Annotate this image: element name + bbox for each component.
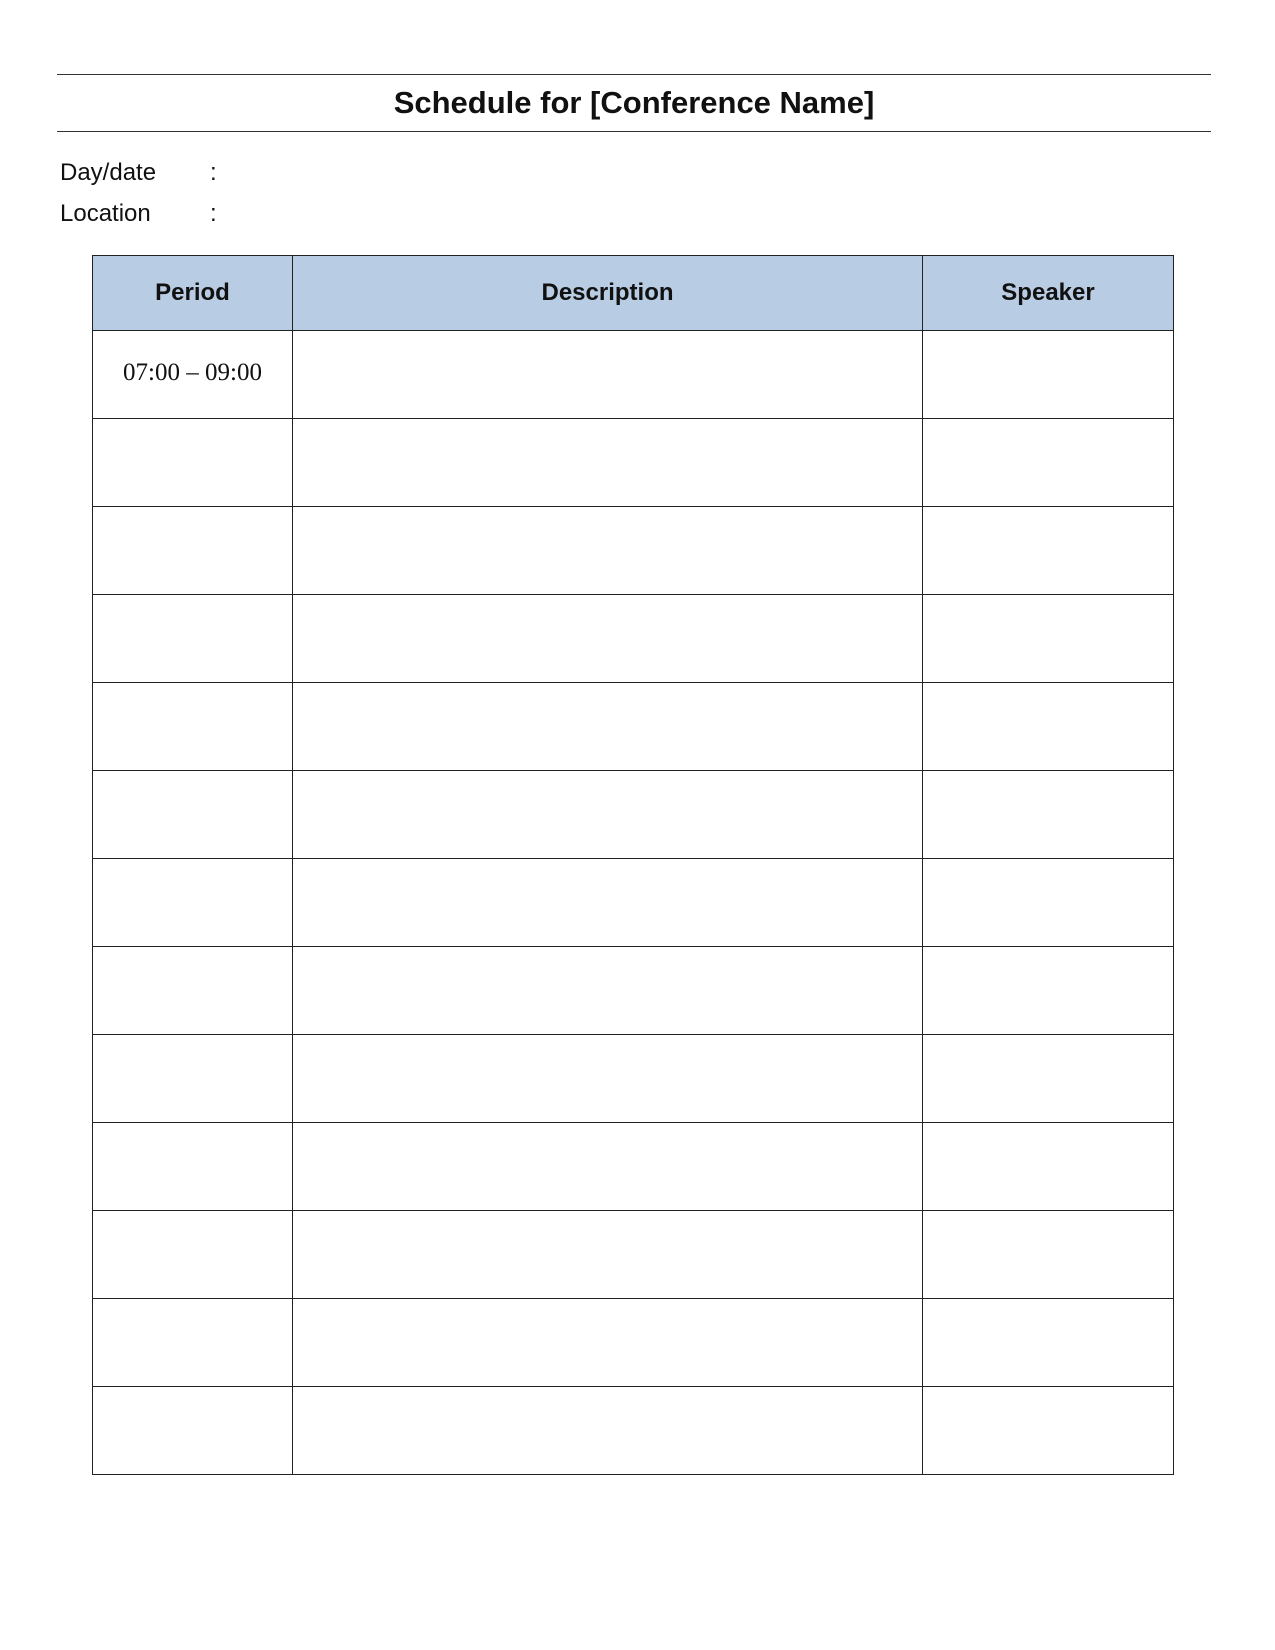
speaker-cell[interactable] — [923, 331, 1174, 419]
day-date-row — [60, 156, 230, 190]
description-cell[interactable] — [293, 595, 923, 683]
table-row — [93, 1123, 1174, 1211]
day-date-label: Day/date — [60, 159, 157, 186]
description-cell[interactable] — [293, 859, 923, 947]
day-date-separator: : — [210, 159, 217, 186]
speaker-cell[interactable] — [923, 595, 1174, 683]
speaker-cell[interactable] — [923, 771, 1174, 859]
description-cell[interactable] — [293, 507, 923, 595]
period-cell[interactable]: 07:00 – 09:00 — [93, 331, 293, 419]
period-cell[interactable] — [93, 1035, 293, 1123]
speaker-cell[interactable] — [923, 859, 1174, 947]
description-cell[interactable] — [293, 1387, 923, 1475]
speaker-cell[interactable] — [923, 947, 1174, 1035]
table-row — [93, 1035, 1174, 1123]
speaker-cell[interactable] — [923, 507, 1174, 595]
table-row — [93, 1299, 1174, 1387]
table-row — [93, 507, 1174, 595]
speaker-cell[interactable] — [923, 683, 1174, 771]
period-cell[interactable] — [93, 1387, 293, 1475]
period-cell[interactable] — [93, 507, 293, 595]
table-row — [93, 683, 1174, 771]
speaker-cell[interactable] — [923, 1035, 1174, 1123]
description-cell[interactable] — [293, 331, 923, 419]
description-cell[interactable] — [293, 1211, 923, 1299]
location-label: Location — [60, 200, 151, 227]
page-title: Schedule for [Conference Name] — [393, 85, 875, 120]
description-cell[interactable] — [293, 1123, 923, 1211]
speaker-cell[interactable] — [923, 1299, 1174, 1387]
period-cell[interactable] — [93, 947, 293, 1035]
description-cell[interactable] — [293, 1035, 923, 1123]
period-cell[interactable] — [93, 771, 293, 859]
description-cell[interactable] — [293, 1299, 923, 1387]
location-row — [60, 197, 230, 231]
period-cell[interactable] — [93, 859, 293, 947]
speaker-cell[interactable] — [923, 419, 1174, 507]
schedule-body — [93, 331, 1174, 1475]
table-row — [93, 1387, 1174, 1475]
title-bottom-rule — [57, 131, 1211, 132]
period-cell[interactable] — [93, 1123, 293, 1211]
period-cell[interactable] — [93, 1299, 293, 1387]
speaker-cell[interactable] — [923, 1211, 1174, 1299]
table-row — [93, 595, 1174, 683]
description-cell[interactable] — [293, 683, 923, 771]
description-cell[interactable] — [293, 771, 923, 859]
table-row — [93, 331, 1174, 419]
period-column-header: Period — [93, 256, 293, 331]
description-cell[interactable] — [293, 419, 923, 507]
period-cell[interactable] — [93, 595, 293, 683]
period-cell[interactable] — [93, 683, 293, 771]
table-row — [93, 771, 1174, 859]
table-header-row — [93, 256, 1174, 331]
table-row — [93, 419, 1174, 507]
speaker-cell[interactable] — [923, 1387, 1174, 1475]
table-row — [93, 1211, 1174, 1299]
speaker-column-header: Speaker — [923, 256, 1174, 331]
description-column-header: Description — [293, 256, 923, 331]
location-separator: : — [210, 200, 217, 227]
description-cell[interactable] — [293, 947, 923, 1035]
table-row — [93, 859, 1174, 947]
title-top-rule — [57, 74, 1211, 75]
speaker-cell[interactable] — [923, 1123, 1174, 1211]
table-row — [93, 947, 1174, 1035]
period-cell[interactable] — [93, 419, 293, 507]
period-cell[interactable] — [93, 1211, 293, 1299]
schedule-table — [92, 255, 1174, 1475]
